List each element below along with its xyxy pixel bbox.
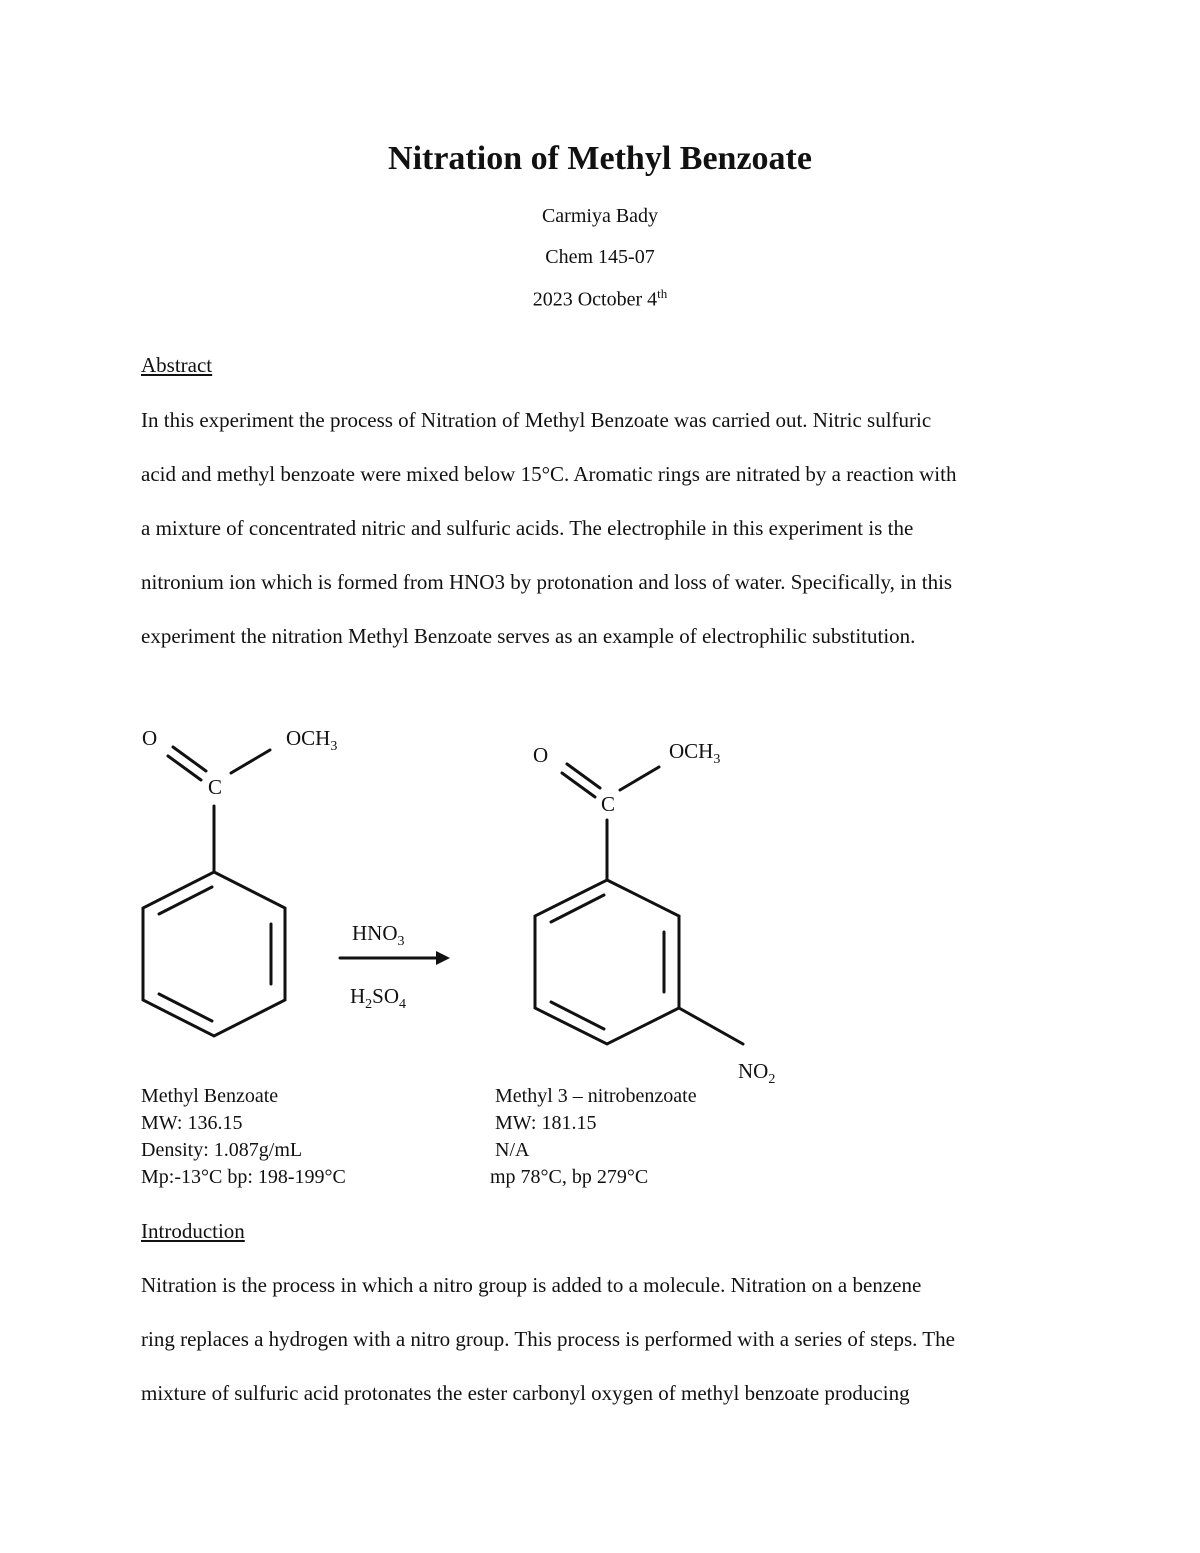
product-methoxy-label: [669, 739, 720, 767]
introduction-line: mixture of sulfuric acid protonates the ester carbonyl oxygen of methyl benzoate producing: [141, 1381, 910, 1405]
reactant-methoxy-label: [286, 726, 337, 754]
introduction-line: ring replaces a hydrogen with a nitro group. This process is performed with a series of steps. The: [141, 1327, 955, 1351]
abstract-line: acid and methyl benzoate were mixed below 15°C. Aromatic rings are nitrated by a reaction with: [141, 462, 957, 486]
reactant-carbonyl-double-bond: [173, 747, 206, 771]
reactant-ring-inner-bond: [159, 887, 212, 914]
author: Carmiya Bady: [541, 205, 659, 227]
reagent-bottom-so: SO: [372, 984, 400, 1008]
reaction-arrow-head: [436, 951, 450, 965]
reagent-top-text: HNO: [352, 921, 398, 945]
abstract-line: a mixture of concentrated nitric and sulfuric acids. The electrophile in this experiment is the: [141, 516, 914, 540]
reagent-bottom-h-subscript: 2: [365, 997, 373, 1012]
product-benzene-ring: [535, 880, 679, 1044]
product-methoxy-subscript: 3: [713, 752, 721, 767]
product-density: N/A: [495, 1139, 530, 1161]
reactant-carbonyl-double-bond: [168, 756, 201, 780]
reagent-bottom-h: H: [350, 984, 366, 1008]
reactant-carbon-label: C: [208, 775, 223, 799]
product-oxygen-label: O: [533, 743, 549, 767]
abstract-heading: Abstract: [141, 353, 213, 377]
abstract-line: nitronium ion which is formed from HNO3 by protonation and loss of water. Specifically, in this: [141, 570, 953, 594]
product-nitro-text: NO: [738, 1059, 769, 1083]
product-ring-inner-bond: [551, 1002, 604, 1029]
product-ester-bond: [620, 767, 659, 790]
product-nitro-bond: [679, 1008, 743, 1044]
reactant-methoxy-text: OCH: [286, 726, 331, 750]
abstract-line: experiment the nitration Methyl Benzoate serves as an example of electrophilic substitution.: [141, 624, 916, 648]
product-ring-inner-bond: [551, 895, 604, 922]
reactant-mp-bp: Mp:-13°C bp: 198-199°C: [141, 1166, 346, 1188]
reagent-top-subscript: 3: [397, 934, 405, 949]
abstract-line: In this experiment the process of Nitration of Methyl Benzoate was carried out. Nitric sulfuric: [141, 408, 932, 432]
introduction-line: Nitration is the process in which a nitro group is added to a molecule. Nitration on a benzene: [141, 1273, 922, 1297]
reactant-density: Density: 1.087g/mL: [141, 1139, 303, 1161]
reactant-name: Methyl Benzoate: [141, 1085, 279, 1107]
date-text: 2023 October 4: [532, 288, 658, 311]
reactant-mw: MW: 136.15: [141, 1112, 243, 1134]
product-carbonyl-double-bond: [567, 764, 600, 788]
product-methoxy-text: OCH: [669, 739, 714, 763]
reactant-oxygen-label: O: [142, 726, 158, 750]
reactant-properties: [141, 1083, 346, 1191]
reactant-benzene-ring: [143, 872, 285, 1036]
document-title: Nitration of Methyl Benzoate: [388, 140, 812, 177]
date-superscript: th: [657, 286, 668, 301]
product-nitro-subscript: 2: [768, 1072, 776, 1087]
reactant-methoxy-subscript: 3: [330, 739, 338, 754]
product-carbon-label: C: [601, 792, 616, 816]
product-carbonyl-double-bond: [562, 773, 595, 797]
reagent-bottom-so-subscript: 4: [399, 997, 407, 1012]
product-mp-bp: mp 78°C, bp 279°C: [490, 1166, 649, 1188]
product-properties: [490, 1083, 697, 1191]
reactant-ring-inner-bond: [159, 994, 212, 1021]
introduction-heading: Introduction: [141, 1219, 245, 1243]
reagent-top-label: [352, 921, 405, 949]
reagent-bottom-label: [350, 984, 406, 1012]
reactant-ester-bond: [231, 750, 270, 773]
course: Chem 145-07: [545, 246, 655, 268]
product-mw: MW: 181.15: [495, 1112, 597, 1134]
product-name: Methyl 3 – nitrobenzoate: [495, 1085, 697, 1107]
product-nitro-label: [738, 1059, 775, 1087]
